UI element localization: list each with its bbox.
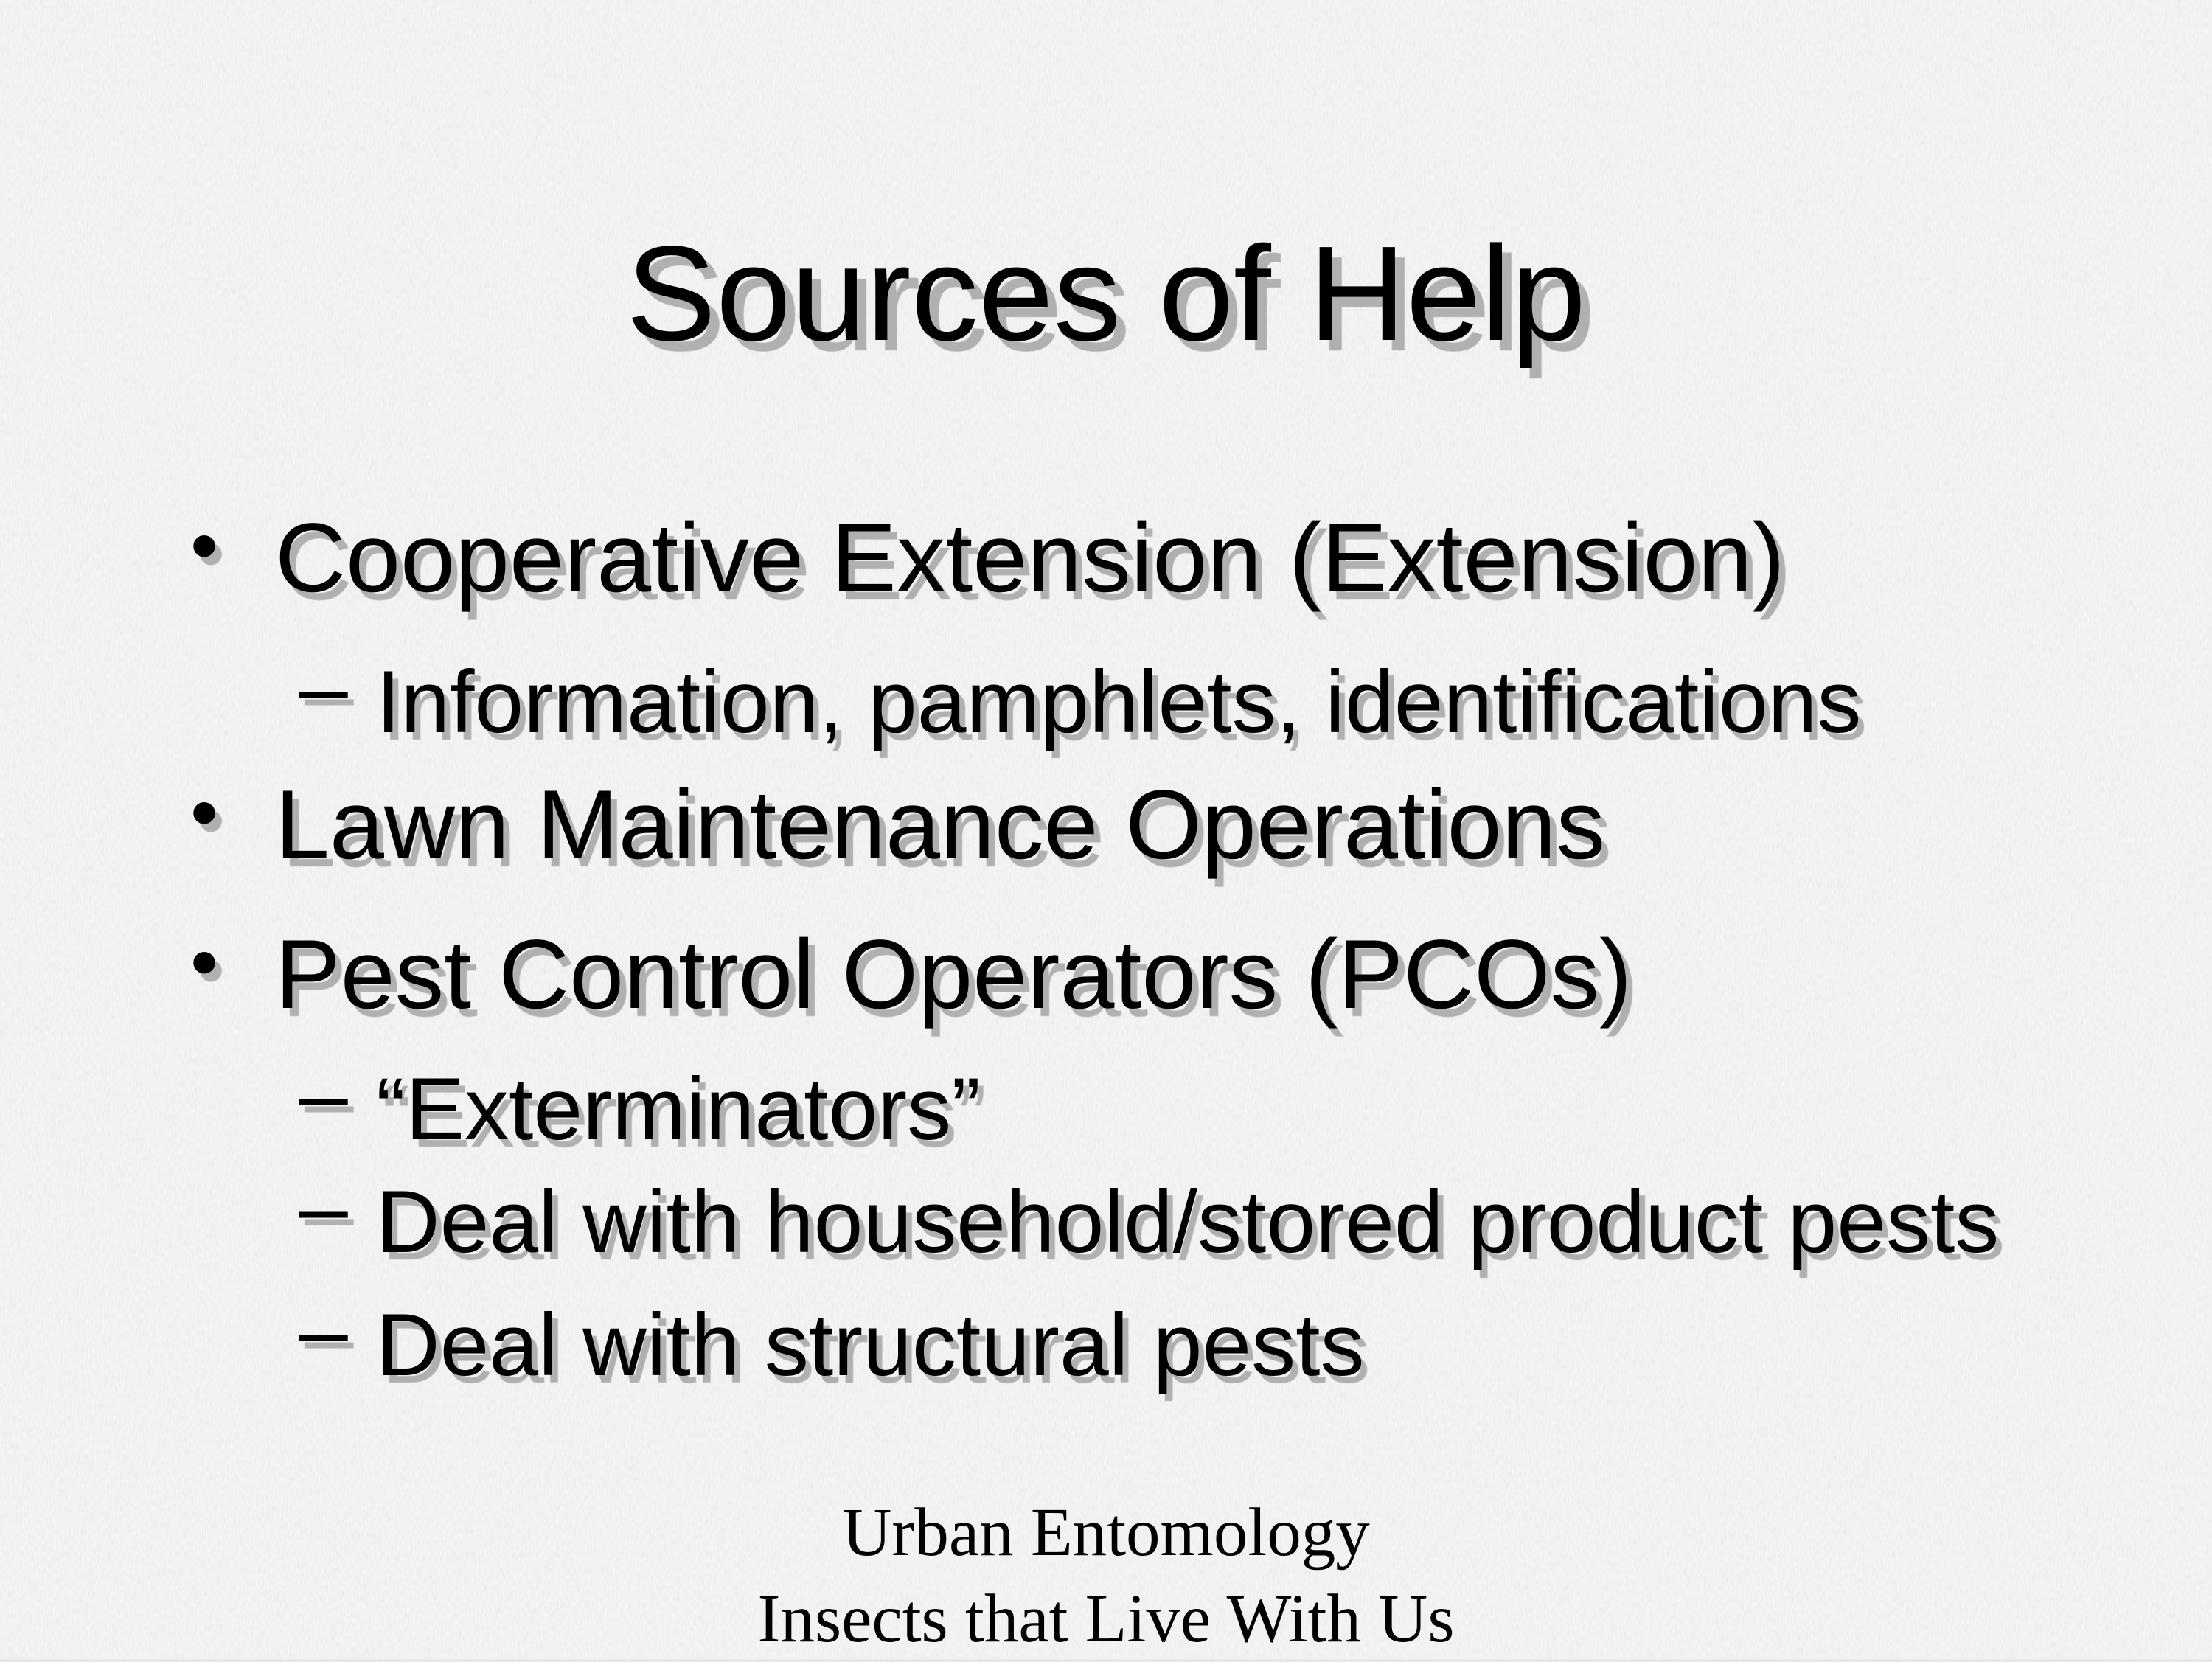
sub-bullet-item: [299, 638, 1862, 751]
dash-bullet: –: [299, 1045, 348, 1144]
sub-bullet-text: “Exterminators”: [376, 1060, 981, 1158]
bullet-item: [190, 917, 1632, 1029]
bullet-text: Lawn Maintenance Operations: [275, 771, 1606, 880]
dash-bullet: –: [299, 1158, 348, 1256]
bullet-item: [190, 768, 1606, 880]
bullet-dot: •: [190, 768, 219, 858]
sub-bullet-item: [299, 1158, 2000, 1271]
bullet-dot: •: [190, 501, 219, 591]
dash-bullet: –: [299, 638, 348, 737]
bullet-item: [190, 501, 1785, 613]
slide-title: Sources of Help: [626, 218, 1586, 369]
sub-bullet-item: [299, 1045, 981, 1158]
bullet-dot: •: [190, 917, 219, 1007]
dash-bullet: –: [299, 1281, 348, 1380]
slide-footer: [0, 1489, 2212, 1662]
sub-bullet-text: Deal with household/stored product pests: [376, 1172, 2000, 1271]
sub-bullet-item: [299, 1281, 1365, 1394]
sub-bullet-text: Information, pamphlets, identifications: [376, 653, 1862, 751]
sub-bullet-text: Deal with structural pests: [376, 1296, 1365, 1394]
bullet-text: Pest Control Operators (PCOs): [275, 920, 1632, 1029]
bullet-text: Cooperative Extension (Extension): [275, 504, 1785, 613]
footer-line-1: Urban Entomology: [842, 1495, 1370, 1571]
footer-line-2: Insects that Live With Us: [757, 1581, 1455, 1658]
